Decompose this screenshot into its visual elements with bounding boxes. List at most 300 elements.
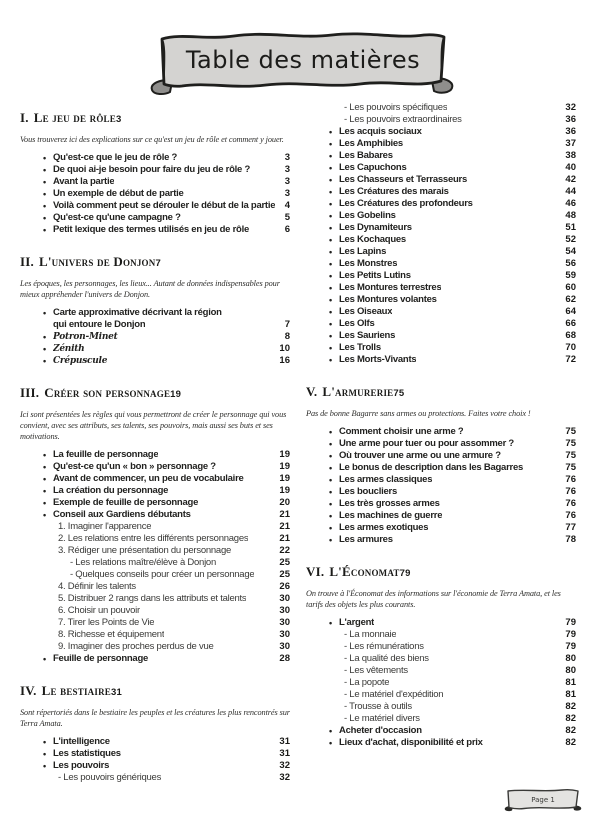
bullet-icon: • [43, 189, 46, 199]
toc-item-label: 1. Imaginer l'apparence [58, 521, 152, 532]
toc-item [20, 473, 290, 485]
toc-item-label: Les Montures volantes [339, 294, 437, 305]
toc-item-label: Les Sauriens [339, 330, 396, 341]
toc-item [20, 772, 290, 784]
toc-item [20, 212, 290, 224]
toc-item [20, 521, 290, 533]
toc-item [306, 713, 576, 725]
toc-section [20, 683, 290, 784]
toc-item-label: Avant la partie [53, 176, 115, 187]
toc-item [306, 677, 576, 689]
toc-item-label: Le bonus de description dans les Bagarres [339, 462, 524, 473]
toc-item-label: Conseil aux Gardiens débutants [53, 509, 191, 520]
toc-item-label: Les Chasseurs et Terrasseurs [339, 174, 468, 185]
bullet-icon: • [329, 283, 332, 293]
toc-item [306, 306, 576, 318]
section-number: III. [20, 385, 40, 400]
toc-item-page: 75 [565, 462, 576, 473]
toc-item-label: - Trousse à outils [344, 701, 412, 712]
section-title: L'Économat [329, 564, 400, 579]
toc-item [306, 126, 576, 138]
toc-item-page: 31 [279, 748, 290, 759]
toc-item-label: Les Trolls [339, 342, 381, 353]
toc-item-label: Comment choisir une arme ? [339, 426, 464, 437]
toc-item-label: 3. Rédiger une présentation du personnage [58, 545, 232, 556]
bullet-icon: • [329, 187, 332, 197]
toc-section [20, 385, 290, 665]
toc-section [306, 564, 576, 749]
toc-item-label: Les Petits Lutins [339, 270, 411, 281]
toc-item-page: 76 [565, 474, 576, 485]
section-title: Le bestiaire [41, 683, 111, 698]
toc-item-label: qui entoure le Donjon [53, 319, 146, 330]
section-number: V. [306, 384, 318, 399]
toc-item-page: 51 [565, 222, 576, 233]
bullet-icon: • [43, 165, 46, 175]
bullet-icon: • [329, 151, 332, 161]
toc-item-label: 7. Tirer les Points de Vie [58, 617, 155, 628]
section-intro: Les époques, les personnages, les lieux... Autant de données indispensables pour mieux appréhender l'univers de Donjon. [20, 279, 280, 299]
bullet-icon: • [329, 271, 332, 281]
toc-item-label: Les Montures terrestres [339, 282, 442, 293]
toc-item-page: 26 [279, 581, 290, 592]
bullet-icon: • [43, 344, 46, 354]
bullet-icon: • [43, 201, 46, 211]
toc-item [306, 534, 576, 546]
section-header [20, 385, 290, 402]
toc-item-page: 19 [279, 473, 290, 484]
toc-item-page: 32 [565, 102, 576, 113]
toc-item-label: Les Kochaques [339, 234, 406, 245]
toc-item-label: Les Babares [339, 150, 393, 161]
toc-item [306, 498, 576, 510]
section-page-number: 3 [115, 114, 122, 125]
bullet-icon: • [329, 175, 332, 185]
bullet-icon: • [43, 498, 46, 508]
bullet-icon: • [329, 223, 332, 233]
toc-item-page: 79 [565, 641, 576, 652]
bullet-icon: • [329, 307, 332, 317]
toc-item-label: - Les pouvoirs génériques [58, 772, 162, 783]
section-intro: Ici sont présentées les règles qui vous permettront de créer le personnage qui vous convient, avec ses attributs, ses talents, ses pouvoirs, mais aussi ses buts et ses motivations. [20, 410, 287, 441]
toc-item [306, 665, 576, 677]
bullet-icon: • [329, 535, 332, 545]
section-page-number: 75 [393, 388, 405, 399]
toc-item [20, 176, 290, 188]
toc-item-page: 21 [279, 521, 290, 532]
toc-item-page: 81 [565, 689, 576, 700]
toc-item-page: 3 [284, 164, 290, 175]
toc-item [306, 450, 576, 462]
toc-item-page: 79 [565, 617, 576, 628]
toc-item [20, 343, 290, 355]
toc-item [306, 210, 576, 222]
toc-item-label: De quoi ai-je besoin pour faire du jeu de rôle ? [53, 164, 251, 175]
toc-item [306, 114, 576, 126]
toc-item-label: L'intelligence [53, 736, 110, 747]
toc-item-page: 5 [284, 212, 290, 223]
toc-item-label: Les Créatures des profondeurs [339, 198, 473, 209]
bullet-icon: • [329, 355, 332, 365]
toc-item-label: 9. Imaginer des proches perdus de vue [58, 641, 214, 652]
toc-item [306, 330, 576, 342]
toc-item-page: 22 [279, 545, 290, 556]
toc-item-page: 21 [279, 509, 290, 520]
toc-item-page: 4 [284, 200, 290, 211]
toc-item-label: Feuille de personnage [53, 653, 149, 664]
toc-item-page: 32 [279, 772, 290, 783]
toc-item-page: 68 [565, 330, 576, 341]
toc-item-label: L'argent [339, 617, 375, 628]
toc-item [20, 224, 290, 236]
toc-item-page: 66 [565, 318, 576, 329]
toc-item-page: 19 [279, 485, 290, 496]
toc-item-page: 75 [565, 450, 576, 461]
toc-item-label: Les Dynamiteurs [339, 222, 412, 233]
toc-item [20, 331, 290, 343]
bullet-icon: • [329, 319, 332, 329]
bullet-icon: • [329, 259, 332, 269]
toc-item [20, 736, 290, 748]
toc-item [20, 569, 290, 581]
toc-item-label: Petit lexique des termes utilisés en jeu de rôle [53, 224, 250, 235]
toc-item-label: Les très grosses armes [339, 498, 440, 509]
toc-item-page: 80 [565, 653, 576, 664]
section-intro: Pas de bonne Bagarre sans armes ou protections. Faites votre choix ! [306, 409, 531, 418]
toc-item-list [20, 152, 290, 236]
toc-item-label: Les armures [339, 534, 393, 545]
bullet-icon: • [329, 523, 332, 533]
toc-item [20, 355, 290, 367]
toc-item-label: Les armes exotiques [339, 522, 429, 533]
toc-item [306, 522, 576, 534]
toc-item-label: - La monnaie [344, 629, 397, 640]
bullet-icon: • [43, 225, 46, 235]
toc-item-page: 82 [565, 737, 576, 748]
toc-item-page: 3 [284, 188, 290, 199]
toc-item-page: 36 [565, 114, 576, 125]
toc-item-label: Les pouvoirs [53, 760, 110, 771]
toc-item [306, 689, 576, 701]
toc-item [306, 629, 576, 641]
toc-item-page: 76 [565, 486, 576, 497]
section-page-number: 79 [399, 568, 411, 579]
toc-item-page: 32 [279, 760, 290, 771]
bullet-icon: • [329, 618, 332, 628]
toc-item-page: 48 [565, 210, 576, 221]
toc-item [306, 150, 576, 162]
toc-item-page: 75 [565, 438, 576, 449]
toc-item-label: Les acquis sociaux [339, 126, 422, 137]
toc-item-label: Les statistiques [53, 748, 121, 759]
toc-item [306, 641, 576, 653]
bullet-icon: • [329, 511, 332, 521]
bullet-icon: • [329, 439, 332, 449]
section-header [20, 683, 290, 700]
bullet-icon: • [43, 177, 46, 187]
toc-item-label: - Les pouvoirs extraordinaires [344, 114, 462, 125]
bullet-icon: • [43, 462, 46, 472]
toc-item-label: Potron-Minet [53, 332, 118, 342]
toc-item-page: 72 [565, 354, 576, 365]
toc-item [306, 486, 576, 498]
toc-item [20, 152, 290, 164]
bullet-icon: • [329, 487, 332, 497]
toc-item [306, 138, 576, 150]
toc-item-page: 25 [279, 569, 290, 580]
section-intro: On trouve à l'Économat des informations sur l'économie de Terra Amata, et les tarifs des objets les plus courants. [306, 589, 561, 609]
section-header [306, 564, 576, 581]
toc-item-page: 36 [565, 126, 576, 137]
toc-item-list [20, 736, 290, 784]
toc-item [20, 319, 290, 331]
bullet-icon: • [329, 463, 332, 473]
toc-item-label: - Les relations maître/élève à Donjon [70, 557, 216, 568]
toc-item [306, 474, 576, 486]
toc-item-page: 30 [279, 641, 290, 652]
bullet-icon: • [43, 510, 46, 520]
section-header [306, 384, 576, 401]
toc-item-label: - Quelques conseils pour créer un personnage [70, 569, 255, 580]
toc-item-page: 75 [565, 426, 576, 437]
toc-item-label: - Les pouvoirs spécifiques [344, 102, 448, 113]
toc-item-page: 81 [565, 677, 576, 688]
bullet-icon: • [329, 247, 332, 257]
toc-item [306, 162, 576, 174]
footer-page-label: Page 1 [531, 796, 555, 804]
bullet-icon: • [329, 726, 332, 736]
toc-item [306, 198, 576, 210]
footer-page-scroll [504, 788, 582, 814]
toc-item-page: 79 [565, 629, 576, 640]
toc-item [306, 258, 576, 270]
section-intro: Vous trouverez ici des explications sur ce qu'est un jeu de rôle et comment y jouer. [20, 135, 284, 144]
toc-item-page: 19 [279, 449, 290, 460]
toc-item-label: Carte approximative décrivant la région [53, 307, 222, 318]
toc-item-label: La création du personnage [53, 485, 169, 496]
bullet-icon: • [329, 235, 332, 245]
toc-item-list [306, 102, 576, 366]
bullet-icon: • [329, 211, 332, 221]
toc-item-label: La feuille de personnage [53, 449, 159, 460]
toc-item [306, 222, 576, 234]
toc-item [20, 545, 290, 557]
bullet-icon: • [329, 427, 332, 437]
toc-item [20, 449, 290, 461]
toc-item-page: 46 [565, 198, 576, 209]
toc-item-label: Un exemple de début de partie [53, 188, 184, 199]
section-number: VI. [306, 564, 325, 579]
toc-item-page: 16 [279, 355, 290, 366]
section-header [20, 254, 290, 271]
bullet-icon: • [43, 308, 46, 318]
toc-item [306, 186, 576, 198]
section-page-number: 19 [170, 389, 182, 400]
toc-item-page: 30 [279, 593, 290, 604]
toc-item [306, 246, 576, 258]
toc-item-page: 20 [279, 497, 290, 508]
toc-item-label: - La popote [344, 677, 390, 688]
toc-item-page: 59 [565, 270, 576, 281]
toc-item-page: 78 [565, 534, 576, 545]
toc-item-label: Les Oiseaux [339, 306, 393, 317]
section-number: I. [20, 110, 29, 125]
toc-item [20, 307, 290, 319]
toc-item-label: Crépuscule [53, 356, 108, 366]
bullet-icon: • [43, 654, 46, 664]
bullet-icon: • [43, 761, 46, 771]
toc-item [306, 462, 576, 474]
toc-item-page: 76 [565, 498, 576, 509]
toc-item-page: 31 [279, 736, 290, 747]
toc-item-label: 5. Distribuer 2 rangs dans les attributs et talents [58, 593, 247, 604]
toc-item-page: 64 [565, 306, 576, 317]
toc-item [306, 617, 576, 629]
toc-item-label: 4. Définir les talents [58, 581, 136, 592]
toc-item-label: Les armes classiques [339, 474, 433, 485]
section-intro: Sont répertoriés dans le bestiaire les peuples et les créatures les plus rencontrés sur Terra Amata. [20, 708, 290, 728]
toc-item [20, 200, 290, 212]
bullet-icon: • [329, 139, 332, 149]
toc-item [306, 270, 576, 282]
toc-item-page: 30 [279, 617, 290, 628]
toc-item [306, 725, 576, 737]
toc-item-page: 52 [565, 234, 576, 245]
toc-item-label: Qu'est-ce que le jeu de rôle ? [53, 152, 178, 163]
toc-item [306, 438, 576, 450]
section-number: IV. [20, 683, 37, 698]
toc-item [20, 188, 290, 200]
toc-item-page: 77 [565, 522, 576, 533]
bullet-icon: • [329, 127, 332, 137]
toc-column-right [306, 102, 576, 749]
bullet-icon: • [43, 737, 46, 747]
bullet-icon: • [329, 295, 332, 305]
toc-item-label: - Les vêtements [344, 665, 408, 676]
toc-item-page: 76 [565, 510, 576, 521]
toc-item [20, 533, 290, 545]
toc-item-list [306, 617, 576, 749]
toc-item [306, 234, 576, 246]
toc-item-page: 38 [565, 150, 576, 161]
bullet-icon: • [329, 738, 332, 748]
toc-item [20, 509, 290, 521]
section-title: Créer son personnage [44, 385, 171, 400]
toc-item-page: 3 [284, 176, 290, 187]
toc-section-continuation [306, 102, 576, 366]
section-header [20, 110, 290, 127]
toc-item-label: Acheter d'occasion [339, 725, 422, 736]
toc-item-label: Les Amphibies [339, 138, 403, 149]
toc-item-label: Avant de commencer, un peu de vocabulaire [53, 473, 244, 484]
toc-item-page: 3 [284, 152, 290, 163]
toc-item [306, 342, 576, 354]
toc-item-page: 30 [279, 629, 290, 640]
toc-item-label: Les Lapins [339, 246, 387, 257]
section-title: L'univers de Donjon [38, 254, 156, 269]
bullet-icon: • [329, 475, 332, 485]
toc-item [20, 461, 290, 473]
toc-item-label: Les Créatures des marais [339, 186, 449, 197]
toc-item-page: 82 [565, 725, 576, 736]
bullet-icon: • [43, 749, 46, 759]
toc-item [20, 605, 290, 617]
bullet-icon: • [43, 153, 46, 163]
toc-item-label: Lieux d'achat, disponibilité et prix [339, 737, 483, 748]
bullet-icon: • [43, 356, 46, 366]
toc-item-page: 40 [565, 162, 576, 173]
toc-section [20, 254, 290, 367]
section-page-number: 7 [155, 258, 161, 269]
toc-item-label: Les Morts-Vivants [339, 354, 417, 365]
bullet-icon: • [43, 213, 46, 223]
toc-item-page: 82 [565, 701, 576, 712]
toc-item [306, 174, 576, 186]
toc-item-page: 25 [279, 557, 290, 568]
bullet-icon: • [329, 499, 332, 509]
toc-item-label: Exemple de feuille de personnage [53, 497, 199, 508]
toc-item-label: - La qualité des biens [344, 653, 429, 664]
toc-item-label: Les Monstres [339, 258, 398, 269]
toc-item [306, 354, 576, 366]
toc-item-label: Qu'est-ce qu'une campagne ? [53, 212, 181, 223]
toc-item [20, 581, 290, 593]
toc-item-page: 80 [565, 665, 576, 676]
bullet-icon: • [43, 474, 46, 484]
toc-item [20, 557, 290, 569]
toc-item [20, 641, 290, 653]
bullet-icon: • [329, 331, 332, 341]
toc-item-page: 62 [565, 294, 576, 305]
toc-item [20, 760, 290, 772]
toc-item-page: 30 [279, 605, 290, 616]
toc-item [306, 510, 576, 522]
bullet-icon: • [329, 343, 332, 353]
toc-item-label: Les boucliers [339, 486, 397, 497]
bullet-icon: • [43, 450, 46, 460]
toc-item-label: Les Capuchons [339, 162, 407, 173]
toc-item-label: Voilà comment peut se dérouler le début de la partie [53, 200, 276, 211]
toc-item-label: Les machines de guerre [339, 510, 443, 521]
toc-item-label: Les Gobelins [339, 210, 396, 221]
toc-item [20, 164, 290, 176]
toc-item-label: 8. Richesse et équipement [58, 629, 165, 640]
toc-section [306, 384, 576, 546]
bullet-icon: • [43, 486, 46, 496]
section-title: L'armurerie [322, 384, 394, 399]
toc-item [306, 318, 576, 330]
toc-item-page: 8 [284, 331, 290, 342]
toc-item-page: 37 [565, 138, 576, 149]
page-title: Table des matières [185, 46, 421, 74]
toc-item-page: 19 [279, 461, 290, 472]
toc-item-label: Où trouver une arme ou une armure ? [339, 450, 501, 461]
toc-item-page: 42 [565, 174, 576, 185]
bullet-icon: • [329, 199, 332, 209]
toc-item-page: 56 [565, 258, 576, 269]
toc-item-label: Qu'est-ce qu'un « bon » personnage ? [53, 461, 216, 472]
section-title: Le jeu de rôle [33, 110, 116, 125]
toc-item [306, 701, 576, 713]
toc-item-label: 2. Les relations entre les différents personnages [58, 533, 249, 544]
toc-item-list [306, 426, 576, 546]
bullet-icon: • [329, 163, 332, 173]
toc-item-label: Une arme pour tuer ou pour assommer ? [339, 438, 514, 449]
toc-item-page: 21 [279, 533, 290, 544]
toc-item [306, 282, 576, 294]
toc-item [20, 593, 290, 605]
toc-item [306, 294, 576, 306]
